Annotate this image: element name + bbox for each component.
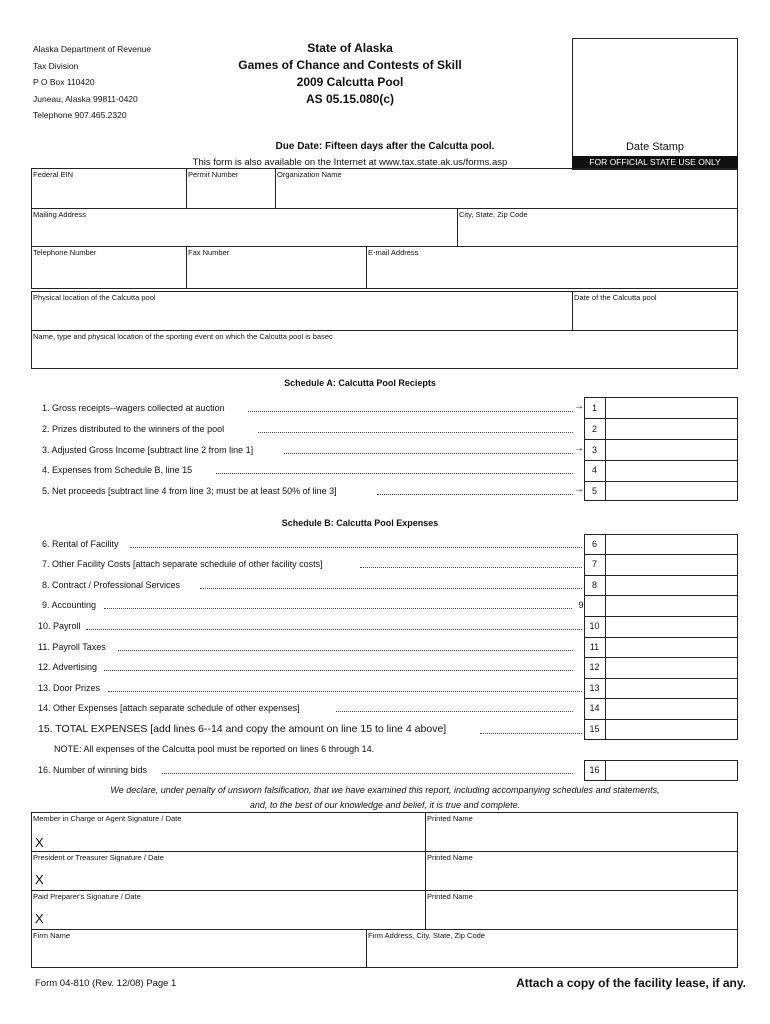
firm-address-label: Firm Address, City, State, Zip Code	[368, 931, 485, 940]
schedule-b-line-12-label: 12. Advertising	[38, 662, 98, 672]
schedule-a-line-2-label: 2. Prizes distributed to the winners of the pool	[42, 424, 225, 434]
agency-division: Tax Division	[33, 61, 79, 71]
leader-dots	[104, 608, 572, 609]
leader-dots	[336, 711, 573, 712]
leader-dots	[216, 473, 573, 474]
mailing-address-label: Mailing Address	[33, 210, 86, 219]
expenses-from-schedule-b-input[interactable]	[606, 461, 737, 481]
schedule-b-line-6-label: 6. Rental of Facility	[42, 539, 119, 549]
preparer-printed-name-field[interactable]	[425, 890, 738, 929]
arrow-icon: →	[574, 484, 584, 495]
leader-dots	[108, 691, 582, 692]
date-of-pool-field[interactable]	[572, 291, 738, 330]
internet-note: This form is also available on the Internet at www.tax.state.ak.us/forms.asp	[192, 157, 508, 168]
payroll-input[interactable]	[606, 617, 737, 637]
agency-city: Juneau, Alaska 99811-0420	[33, 94, 138, 104]
schedule-b-line-14-label: 14. Other Expenses [attach separate schedule of other expenses]	[38, 703, 300, 713]
date-of-pool-label: Date of the Calcutta pool	[574, 293, 657, 302]
schedule-a-line-1-label: 1. Gross receipts--wagers collected at auction	[42, 403, 225, 413]
email-field[interactable]	[366, 246, 738, 289]
leader-dots	[284, 453, 573, 454]
leader-dots	[200, 588, 582, 589]
schedule-a-line-5-num: 5	[591, 486, 597, 496]
firm-address-field[interactable]	[366, 929, 738, 968]
other-expenses-input[interactable]	[606, 699, 737, 719]
schedule-b-line-8-label: 8. Contract / Professional Services	[42, 580, 181, 590]
organization-name-label: Organization Name	[277, 170, 342, 179]
other-facility-costs-input[interactable]	[606, 555, 737, 575]
schedule-a-line-4-num: 4	[591, 465, 597, 475]
fax-field[interactable]	[186, 246, 366, 289]
leader-dots	[162, 773, 573, 774]
form-identifier: Form 04-810 (Rev. 12/08) Page 1	[35, 978, 177, 989]
email-label: E-mail Address	[368, 248, 419, 257]
agency-po-box: P O Box 110420	[33, 77, 95, 87]
city-state-zip-field[interactable]	[457, 208, 738, 246]
due-date: Due Date: Fifteen days after the Calcutta pool.	[275, 141, 495, 152]
form-title-year: 2009 Calcutta Pool	[296, 75, 404, 89]
schedule-a-line-1-num: 1	[591, 403, 597, 413]
form-title-games: Games of Chance and Contests of Skill	[238, 58, 462, 72]
president-signature-x: X	[35, 872, 44, 887]
arrow-icon: →	[574, 401, 584, 412]
date-stamp-label: Date Stamp	[625, 141, 685, 153]
payroll-taxes-input[interactable]	[606, 638, 737, 657]
president-signature-field[interactable]	[31, 851, 425, 890]
agency-telephone: Telephone 907.465.2320	[33, 110, 127, 120]
president-printed-name-field[interactable]	[425, 851, 738, 890]
schedule-b-line-13-num: 13	[589, 683, 600, 693]
preparer-signature-field[interactable]	[31, 890, 425, 929]
schedule-b-line-14-num: 14	[589, 703, 600, 713]
schedule-b-line-16-label: 16. Number of winning bids	[38, 765, 148, 775]
schedule-b-line-12-num: 12	[589, 662, 600, 672]
firm-name-field[interactable]	[31, 929, 366, 968]
city-state-zip-label: City, State, Zip Code	[459, 210, 528, 219]
schedule-a-line-5-label: 5. Net proceeds [subtract line 4 from line 3; must be at least 50% of line 3]	[42, 486, 337, 496]
prizes-distributed-input[interactable]	[606, 419, 737, 439]
schedule-b-line-6-num: 6	[591, 539, 597, 549]
preparer-printed-name-label: Printed Name	[427, 892, 473, 901]
rental-of-facility-input[interactable]	[606, 535, 737, 554]
member-printed-name-field[interactable]	[425, 812, 738, 851]
schedule-b-line-13-label: 13. Door Prizes	[38, 683, 101, 693]
telephone-label: Telephone Number	[33, 248, 97, 257]
member-signature-x: X	[35, 835, 44, 850]
schedule-b-line-7-num: 7	[591, 559, 597, 569]
president-signature-label: President or Treasurer Signature / Date	[33, 853, 164, 862]
advertising-input[interactable]	[606, 658, 737, 678]
attach-lease-note: Attach a copy of the facility lease, if any.	[516, 976, 746, 990]
leader-dots	[258, 432, 573, 433]
schedule-b-line-15-num: 15	[589, 724, 600, 734]
physical-location-label: Physical location of the Calcutta pool	[33, 293, 156, 302]
schedule-a-line-3-num: 3	[591, 445, 597, 455]
winning-bids-input[interactable]	[606, 761, 737, 780]
declaration-line-1: We declare, under penalty of unsworn falsification, that we have examined this report, including accompanying schedules and statements,	[110, 785, 660, 795]
schedule-b-line-11-num: 11	[589, 642, 600, 652]
leader-dots	[104, 670, 573, 671]
member-signature-label: Member in Charge or Agent Signature / Date	[33, 814, 182, 823]
form-title-statute: AS 05.15.080(c)	[305, 92, 395, 106]
schedule-b-title: Schedule B: Calcutta Pool Expenses	[281, 518, 439, 528]
declaration-line-2: and, to the best of our knowledge and belief, it is true and complete.	[249, 800, 521, 810]
schedule-b-line-10-num: 10	[589, 621, 600, 631]
schedule-b-line-11-label: 11. Payroll Taxes	[38, 642, 106, 652]
preparer-signature-label: Paid Preparer's Signature / Date	[33, 892, 141, 901]
fax-label: Fax Number	[188, 248, 230, 257]
accounting-input[interactable]	[606, 596, 737, 616]
door-prizes-input[interactable]	[606, 679, 737, 698]
federal-ein-field[interactable]	[31, 168, 186, 208]
total-expenses-input[interactable]	[606, 720, 737, 739]
event-name-label: Name, type and physical location of the sporting event on which the Calcutta pool is basec	[33, 332, 333, 341]
arrow-icon: →	[574, 443, 584, 454]
member-signature-field[interactable]	[31, 812, 425, 851]
gross-receipts-input[interactable]	[606, 398, 737, 418]
form-title-state: State of Alaska	[307, 41, 393, 55]
schedule-b-line-16-num: 16	[589, 765, 600, 775]
preparer-signature-x: X	[35, 911, 44, 926]
expenses-note: NOTE: All expenses of the Calcutta pool must be reported on lines 6 through 14.	[54, 744, 375, 754]
firm-name-label: Firm Name	[33, 931, 71, 940]
president-printed-name-label: Printed Name	[427, 853, 473, 862]
net-proceeds-input[interactable]	[606, 482, 737, 501]
permit-number-field[interactable]	[186, 168, 275, 208]
leader-dots	[130, 547, 582, 548]
leader-dots	[360, 567, 582, 568]
schedule-a-title: Schedule A: Calcutta Pool Reciepts	[284, 378, 436, 388]
schedule-b-line-10-label: 10. Payroll	[38, 621, 81, 631]
member-printed-name-label: Printed Name	[427, 814, 473, 823]
schedule-a-line-4-label: 4. Expenses from Schedule B, line 15	[42, 465, 193, 475]
leader-dots	[86, 629, 582, 630]
telephone-field[interactable]	[31, 246, 186, 289]
leader-dots	[248, 411, 573, 412]
schedule-b-line-7-label: 7. Other Facility Costs [attach separate schedule of other facility costs]	[42, 559, 323, 569]
agency-name: Alaska Department of Revenue	[33, 44, 152, 54]
schedule-b-line-9-label: 9. Accounting	[42, 600, 97, 610]
contract-services-input[interactable]	[606, 576, 737, 595]
leader-dots	[377, 494, 573, 495]
physical-location-field[interactable]	[31, 291, 572, 330]
schedule-a-line-2-num: 2	[591, 424, 597, 434]
leader-dots	[480, 733, 582, 734]
permit-number-label: Permit Number	[188, 170, 239, 179]
official-use-banner: FOR OFFICIAL STATE USE ONLY	[572, 156, 738, 169]
mailing-address-field[interactable]	[31, 208, 457, 246]
schedule-b-line-8-num: 8	[591, 580, 597, 590]
federal-ein-label: Federal EIN	[33, 170, 74, 179]
schedule-a-line-3-label: 3. Adjusted Gross Income [subtract line 2 from line 1]	[42, 445, 254, 455]
schedule-b-line-15-label: 15. TOTAL EXPENSES [add lines 6--14 and copy the amount on line 15 to line 4 above]	[38, 723, 447, 735]
adjusted-gross-income-input[interactable]	[606, 440, 737, 460]
event-name-field[interactable]	[31, 330, 738, 369]
organization-name-field[interactable]	[275, 168, 738, 208]
schedule-b-line-9-num: 9	[578, 600, 584, 610]
leader-dots	[118, 650, 573, 651]
